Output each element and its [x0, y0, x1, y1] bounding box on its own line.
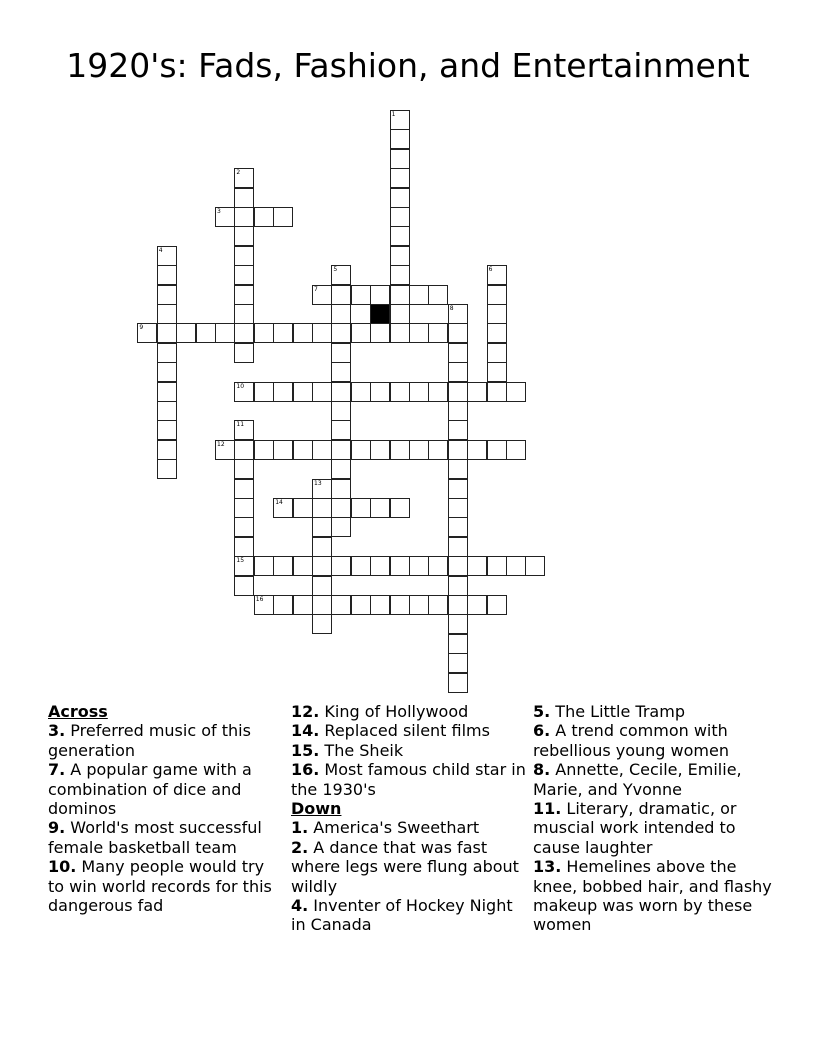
- grid-cell[interactable]: [390, 285, 410, 305]
- grid-cell[interactable]: [234, 207, 254, 227]
- cell-number: 8: [449, 305, 454, 312]
- grid-cell[interactable]: [448, 323, 468, 343]
- grid-cell[interactable]: [487, 343, 507, 363]
- grid-cell[interactable]: [293, 382, 313, 402]
- grid-cell[interactable]: [234, 246, 254, 266]
- grid-cell[interactable]: [215, 323, 235, 343]
- cell-number: 14: [275, 499, 283, 506]
- grid-cell[interactable]: [390, 440, 410, 460]
- grid-cell[interactable]: [234, 479, 254, 499]
- across-clue: [48, 760, 283, 818]
- clue-text: Preferred music of this generation: [48, 721, 251, 760]
- grid-cell[interactable]: [448, 595, 468, 615]
- grid-cell[interactable]: [157, 440, 177, 460]
- grid-cell[interactable]: [273, 323, 293, 343]
- down-clue: [533, 799, 773, 857]
- clue-number: 15.: [291, 740, 320, 760]
- grid-cell[interactable]: [293, 595, 313, 615]
- grid-cell[interactable]: [390, 188, 410, 208]
- clue-text: A popular game with a combination of dice and dominos: [48, 760, 252, 819]
- grid-cell[interactable]: [234, 323, 254, 343]
- cell-number: 16: [255, 596, 264, 603]
- clue-text: King of Hollywood: [319, 702, 469, 721]
- grid-cell[interactable]: [157, 323, 177, 343]
- grid-cell[interactable]: [234, 188, 254, 208]
- grid-cell[interactable]: [351, 595, 371, 615]
- across-clue: [291, 760, 526, 799]
- grid-cell[interactable]: [506, 440, 526, 460]
- grid-cell[interactable]: [234, 459, 254, 479]
- grid-cell[interactable]: [409, 440, 429, 460]
- grid-cell[interactable]: [448, 479, 468, 499]
- grid-cell[interactable]: [254, 440, 274, 460]
- grid-cell[interactable]: [448, 498, 468, 518]
- grid-cell[interactable]: [157, 362, 177, 382]
- grid-cell[interactable]: [157, 459, 177, 479]
- grid-cell[interactable]: [312, 440, 332, 460]
- grid-cell[interactable]: [157, 265, 177, 285]
- grid-cell[interactable]: [351, 440, 371, 460]
- across-clue: [291, 721, 526, 740]
- grid-cell[interactable]: [390, 382, 410, 402]
- grid-cell[interactable]: [234, 343, 254, 363]
- cell-number: 2: [236, 169, 241, 177]
- cell-number: 10: [236, 382, 245, 390]
- grid-cell[interactable]: [370, 285, 390, 305]
- clue-number: 10.: [48, 857, 77, 877]
- grid-cell[interactable]: [409, 285, 429, 305]
- grid-cell[interactable]: [487, 285, 507, 305]
- grid-cell[interactable]: [487, 556, 507, 576]
- grid-cell[interactable]: [390, 149, 410, 169]
- clue-text: A dance that was fast where legs were flung about wildly: [291, 837, 519, 896]
- grid-cell[interactable]: [370, 498, 390, 518]
- grid-cell[interactable]: [157, 343, 177, 363]
- clue-column-3: [533, 702, 773, 935]
- grid-cell[interactable]: [176, 323, 196, 343]
- puzzle-title: 1920's: Fads, Fashion, and Entertainment: [66, 46, 750, 85]
- across-clue: [48, 857, 283, 915]
- grid-cell[interactable]: [351, 556, 371, 576]
- grid-cell[interactable]: [506, 382, 526, 402]
- grid-cell[interactable]: [428, 323, 448, 343]
- grid-cell[interactable]: [351, 498, 371, 518]
- clue-number: 5.: [533, 702, 551, 721]
- grid-cell[interactable]: [331, 285, 351, 305]
- grid-cell[interactable]: [331, 498, 351, 518]
- grid-cell[interactable]: [409, 323, 429, 343]
- grid-cell[interactable]: [331, 556, 351, 576]
- grid-cell[interactable]: [428, 556, 448, 576]
- cell-number: 3: [217, 208, 221, 215]
- across-clue: [48, 818, 283, 857]
- clue-number: 9.: [48, 818, 66, 838]
- cell-number: 1: [391, 111, 396, 118]
- clue-number: 8.: [533, 760, 551, 780]
- clue-column-2: [291, 702, 526, 935]
- grid-cell[interactable]: [273, 382, 293, 402]
- clue-text: Hemelines above the knee, bobbed hair, and flashy makeup was worn by these women: [533, 857, 772, 935]
- grid-cell[interactable]: [312, 498, 332, 518]
- grid-cell[interactable]: [448, 459, 468, 479]
- grid-cell[interactable]: [331, 323, 351, 343]
- clue-number: 7.: [48, 760, 66, 780]
- grid-cell[interactable]: [428, 285, 448, 305]
- grid-cell[interactable]: [370, 595, 390, 615]
- grid-cell[interactable]: [293, 323, 313, 343]
- grid-cell[interactable]: [157, 285, 177, 305]
- grid-cell[interactable]: [390, 595, 410, 615]
- grid-cell[interactable]: [157, 420, 177, 440]
- clue-number: 13.: [533, 857, 562, 877]
- cell-number: 6: [488, 266, 493, 274]
- grid-cell[interactable]: [409, 382, 429, 402]
- grid-cell[interactable]: [273, 440, 293, 460]
- grid-cell[interactable]: [234, 304, 254, 324]
- grid-cell[interactable]: [273, 207, 293, 227]
- cell-number: 15: [236, 557, 245, 565]
- grid-cell[interactable]: [331, 440, 351, 460]
- grid-cell[interactable]: [331, 517, 351, 537]
- grid-cell[interactable]: [157, 304, 177, 324]
- clue-text: The Little Tramp: [550, 702, 685, 721]
- grid-cell[interactable]: [234, 440, 254, 460]
- clue-text: Many people would try to win world records for this dangerous fad: [48, 857, 272, 916]
- grid-cell[interactable]: [448, 343, 468, 363]
- down-clue: [291, 818, 526, 837]
- grid-cell[interactable]: [467, 556, 487, 576]
- grid-cell[interactable]: [254, 323, 274, 343]
- grid-cell[interactable]: [312, 556, 332, 576]
- across-clue: [291, 741, 526, 760]
- grid-cell[interactable]: [487, 323, 507, 343]
- grid-cell[interactable]: [312, 537, 332, 557]
- grid-cell[interactable]: [487, 440, 507, 460]
- grid-cell[interactable]: [506, 556, 526, 576]
- grid-cell[interactable]: [351, 285, 371, 305]
- clue-number: 3.: [48, 721, 66, 741]
- grid-cell[interactable]: [254, 207, 274, 227]
- cell-number: 9: [139, 324, 144, 332]
- grid-cell[interactable]: [196, 323, 216, 343]
- down-clue: [533, 857, 773, 935]
- grid-cell[interactable]: [448, 362, 468, 382]
- grid-cell[interactable]: [331, 401, 351, 421]
- grid-cell[interactable]: [312, 382, 332, 402]
- down-clue: [533, 702, 773, 721]
- grid-cell[interactable]: [428, 382, 448, 402]
- grid-cell[interactable]: [331, 382, 351, 402]
- grid-cell[interactable]: [428, 440, 448, 460]
- cell-number: 12: [217, 440, 225, 448]
- grid-cell[interactable]: [370, 440, 390, 460]
- grid-cell[interactable]: [312, 323, 332, 343]
- grid-cell[interactable]: [293, 440, 313, 460]
- grid-cell[interactable]: [370, 382, 390, 402]
- cell-number: 7: [314, 285, 318, 293]
- clue-text: The Sheik: [319, 740, 404, 760]
- grid-cell[interactable]: [467, 440, 487, 460]
- cell-number: 4: [158, 246, 163, 254]
- grid-cell[interactable]: [448, 382, 468, 402]
- grid-cell[interactable]: [448, 440, 468, 460]
- clue-number: 16.: [291, 760, 320, 780]
- grid-cell[interactable]: [273, 595, 293, 615]
- grid-cell[interactable]: [487, 595, 507, 615]
- clue-text: A trend common with rebellious young women: [533, 721, 729, 760]
- grid-cell[interactable]: [331, 459, 351, 479]
- grid-cell[interactable]: [331, 420, 351, 440]
- grid-cell[interactable]: [467, 382, 487, 402]
- grid-cell[interactable]: [351, 323, 371, 343]
- clue-number: 2.: [291, 837, 309, 857]
- grid-cell[interactable]: [409, 595, 429, 615]
- grid-cell[interactable]: [234, 537, 254, 557]
- grid-cell[interactable]: [390, 323, 410, 343]
- grid-cell[interactable]: [390, 168, 410, 188]
- clue-number: 11.: [533, 799, 562, 819]
- grid-cell[interactable]: [293, 556, 313, 576]
- clue-text: Inventer of Hockey Night in Canada: [291, 896, 513, 935]
- clue-number: 14.: [291, 721, 320, 741]
- grid-cell[interactable]: [331, 343, 351, 363]
- cell-number: 11: [236, 421, 245, 429]
- grid-cell[interactable]: [390, 246, 410, 266]
- grid-cell[interactable]: [312, 614, 332, 634]
- grid-cell[interactable]: [428, 595, 448, 615]
- grid-cell[interactable]: [390, 304, 410, 324]
- grid-cell[interactable]: [331, 479, 351, 499]
- cell-number: 13: [314, 479, 322, 487]
- grid-cell[interactable]: [390, 226, 410, 246]
- grid-cell[interactable]: [448, 537, 468, 557]
- grid-cell[interactable]: [487, 382, 507, 402]
- cell-number: 5: [333, 266, 338, 274]
- down-clue: [533, 721, 773, 760]
- black-square: [370, 304, 390, 324]
- down-heading: Down: [291, 799, 342, 819]
- grid-cell[interactable]: [390, 498, 410, 518]
- grid-cell[interactable]: [525, 556, 545, 576]
- grid-cell[interactable]: [254, 382, 274, 402]
- clue-text: Annette, Cecile, Emilie, Marie, and Yvonne: [533, 760, 742, 799]
- clue-text: Replaced silent films: [319, 721, 490, 741]
- grid-cell[interactable]: [351, 382, 371, 402]
- grid-cell[interactable]: [157, 401, 177, 421]
- grid-cell[interactable]: [312, 576, 332, 596]
- clue-text: World's most successful female basketball team: [48, 818, 262, 857]
- clue-number: 6.: [533, 721, 551, 741]
- grid-cell[interactable]: [234, 226, 254, 246]
- grid-cell[interactable]: [409, 556, 429, 576]
- grid-cell[interactable]: [331, 362, 351, 382]
- grid-cell[interactable]: [448, 401, 468, 421]
- grid-cell[interactable]: [234, 517, 254, 537]
- grid-cell[interactable]: [448, 517, 468, 537]
- grid-cell[interactable]: [448, 653, 468, 673]
- clue-text: Most famous child star in the 1930's: [291, 760, 526, 799]
- grid-cell[interactable]: [234, 498, 254, 518]
- grid-cell[interactable]: [331, 304, 351, 324]
- grid-cell[interactable]: [312, 517, 332, 537]
- clue-text: America's Sweethart: [308, 818, 480, 838]
- grid-cell[interactable]: [254, 556, 274, 576]
- grid-cell[interactable]: [312, 595, 332, 615]
- clue-text: Literary, dramatic, or muscial work intended to cause laughter: [533, 799, 737, 857]
- clue-number: 12.: [291, 702, 320, 721]
- grid-cell[interactable]: [448, 556, 468, 576]
- across-clue: [48, 721, 283, 760]
- grid-cell[interactable]: [157, 382, 177, 402]
- grid-cell[interactable]: [390, 265, 410, 285]
- grid-cell[interactable]: [487, 304, 507, 324]
- grid-cell[interactable]: [390, 129, 410, 149]
- grid-cell[interactable]: [448, 634, 468, 654]
- down-clue: [533, 760, 773, 799]
- down-clue: [291, 896, 526, 935]
- grid-cell[interactable]: [448, 673, 468, 693]
- grid-cell[interactable]: [234, 576, 254, 596]
- across-clue: [291, 702, 526, 721]
- grid-cell[interactable]: [390, 556, 410, 576]
- down-clue: [291, 838, 526, 896]
- grid-cell[interactable]: [293, 498, 313, 518]
- grid-cell[interactable]: [370, 323, 390, 343]
- grid-cell[interactable]: [234, 285, 254, 305]
- grid-cell[interactable]: [448, 614, 468, 634]
- grid-cell[interactable]: [448, 576, 468, 596]
- grid-cell[interactable]: [467, 595, 487, 615]
- clue-column-1: [48, 702, 283, 915]
- clue-number: 4.: [291, 896, 309, 916]
- grid-cell[interactable]: [390, 207, 410, 227]
- grid-cell[interactable]: [448, 420, 468, 440]
- grid-cell[interactable]: [370, 556, 390, 576]
- grid-cell[interactable]: [487, 362, 507, 382]
- grid-cell[interactable]: [234, 265, 254, 285]
- grid-cell[interactable]: [273, 556, 293, 576]
- clue-number: 1.: [291, 818, 309, 838]
- across-heading: Across: [48, 702, 108, 721]
- grid-cell[interactable]: [331, 595, 351, 615]
